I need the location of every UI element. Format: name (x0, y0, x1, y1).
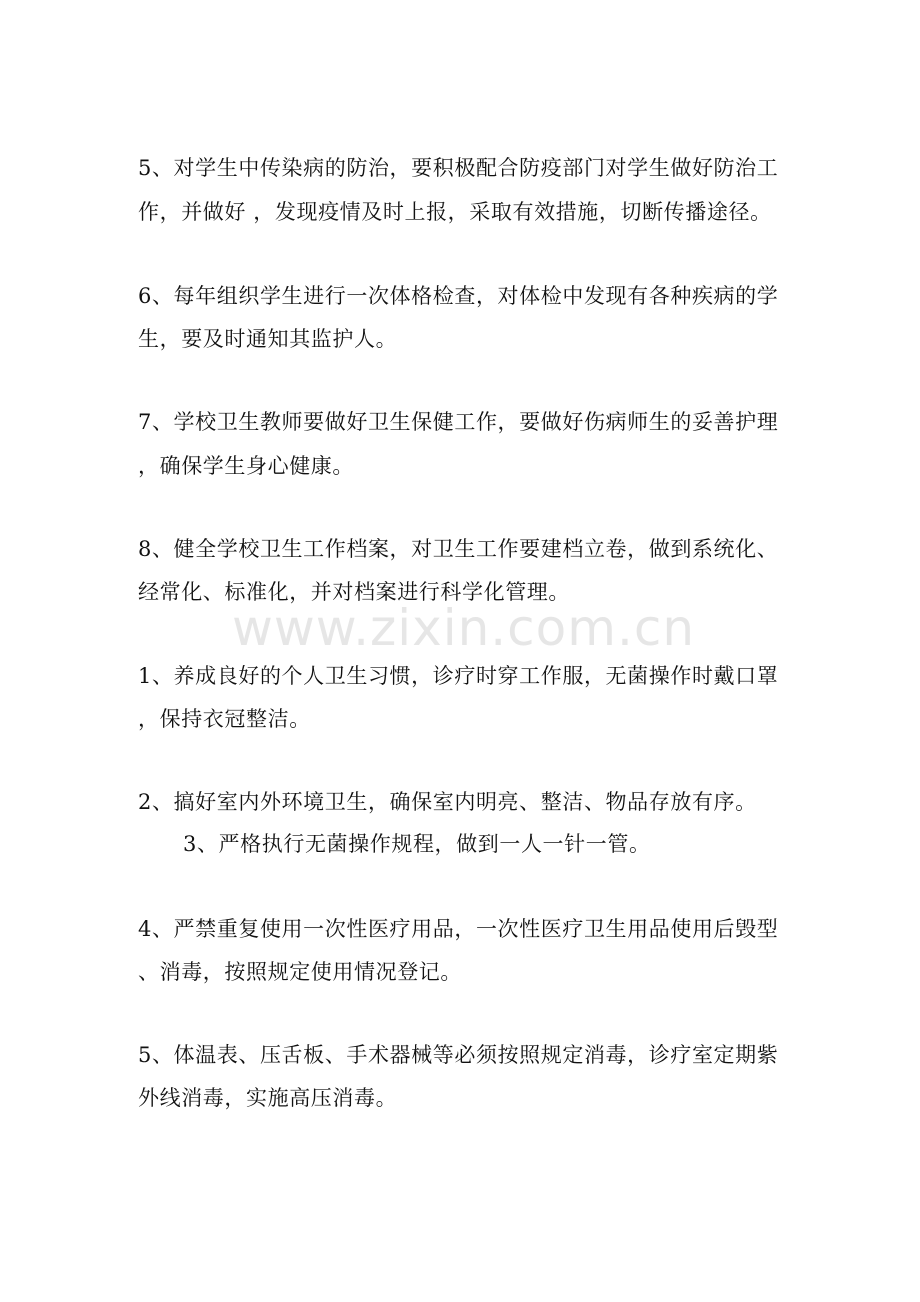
text-line: 外线消毒，实施高压消毒。 (138, 1086, 398, 1110)
text-line: 经常化、标准化，并对档案进行科学化管理。 (138, 580, 570, 604)
text-line: 2、搞好室内外环境卫生，确保室内明亮、整洁、物品存放有序。 (138, 790, 757, 814)
text-line: 生，要及时通知其监护人。 (138, 327, 398, 351)
text-line: 作，并做好 ，发现疫情及时上报，采取有效措施，切断传播途径。 (138, 200, 772, 224)
text-line: ，保持衣冠整洁。 (138, 707, 311, 731)
text-line: 5、对学生中传染病的防治，要积极配合防疫部门对学生做好防治工 (138, 156, 779, 180)
text-line: 6、每年组织学生进行一次体格检查，对体检中发现有各种疾病的学 (138, 284, 779, 308)
text-line: 7、学校卫生教师要做好卫生保健工作，要做好伤病师生的妥善护理 (138, 410, 779, 434)
text-line: 3、严格执行无菌操作规程，做到一人一针一管。 (183, 832, 651, 856)
text-line: ，确保学生身心健康。 (138, 454, 354, 478)
text-line: 1、养成良好的个人卫生习惯，诊疗时穿工作服，无菌操作时戴口罩 (138, 664, 779, 688)
text-line: 、消毒，按照规定使用情况登记。 (138, 960, 462, 984)
text-line: 8、健全学校卫生工作档案，对卫生工作要建档立卷，做到系统化、 (138, 537, 779, 561)
text-line: 5、体温表、压舌板、手术器械等必须按照规定消毒，诊疗室定期紫 (138, 1043, 779, 1067)
text-line: 4、严禁重复使用一次性医疗用品，一次性医疗卫生用品使用后毁型 (138, 917, 779, 941)
watermark-text: www.zixin.com.cn (232, 599, 696, 657)
